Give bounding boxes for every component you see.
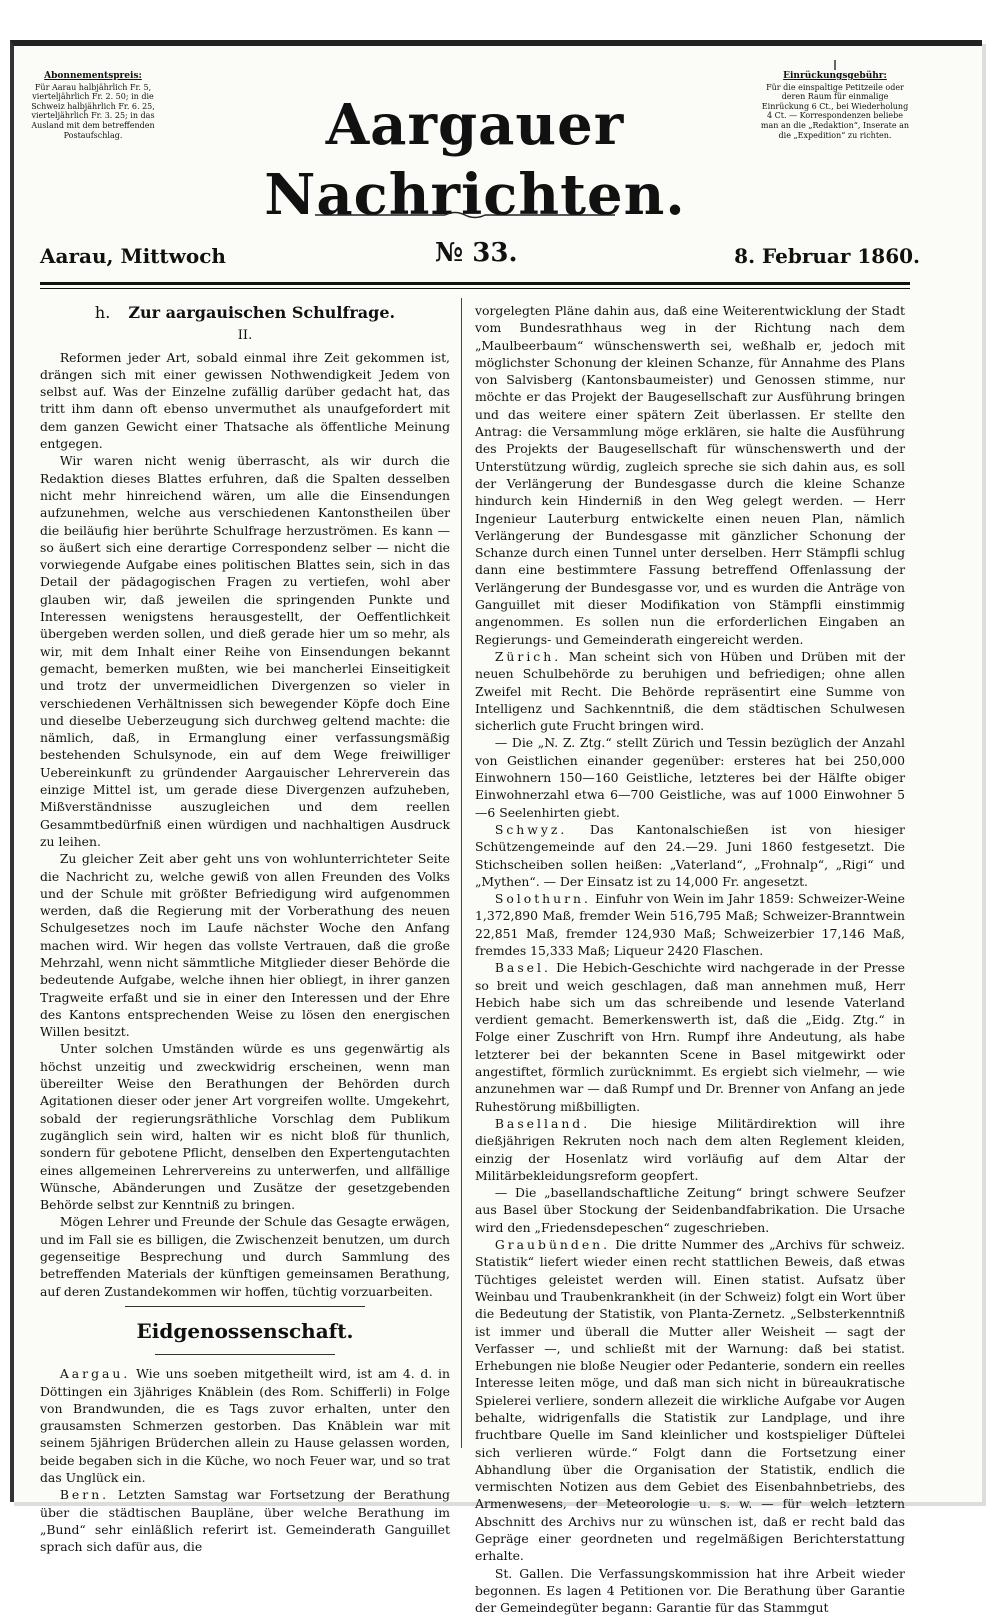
- item-text: Wie uns soeben mitgetheilt wird, ist am 4. d. in Döttingen ein 3jähriges Knäblein (des Rom. Schifferli) in Folge von Brandwunden, die es Tags zuvor erhalten, unter den grausamsten Schmerzen gestorben. Das Knäblein war mit seinem 5jährigen Brüderchen allein zu Hause gelassen worden, beide begaben sich in die Küche, wo noch Feuer war, und so trat das Unglück ein.: [40, 1366, 450, 1485]
- item-label: Aargau.: [59, 1366, 131, 1382]
- item-text: Das Kantonalschießen ist von hiesiger Schützengemeinde auf den 24.—29. Juni 1860 festgesetzt. Die Stichscheiben sollen heißen: „Vaterland“, „Frohnalp“, „Rigi“ und „Mythen“. — Der Einsatz ist zu 14,000 Fr. angesetzt.: [475, 821, 905, 889]
- news-item: [475, 1115, 905, 1184]
- item-text: Die hiesige Militärdirektion will ihre dießjährigen Rekruten noch nach dem alten Reglement kleiden, einzig der Hosenlatz wird vorläufig auf dem Altar der Militärbekleidungsreform geopfert.: [475, 1115, 905, 1183]
- item-text: Letzten Samstag war Fortsetzung der Berathung über die städtischen Baupläne, über welche Berathung im „Bund“ sehr einläßlich referirt ist. Gemeinderath Ganguillet sprach sich dafür aus, die: [40, 1487, 450, 1555]
- paragraph: Mögen Lehrer und Freunde der Schule das Gesagte erwägen, und im Fall sie es billigen, die Zwischenzeit benutzen, um durch gegenseitige Besprechung und durch Sammlung des betreffenden Materials der künftigen gemeinsamen Berathung, auf deren Zustandekommen wir hoffen, tüchtig vorzuarbeiten.: [40, 1214, 450, 1299]
- item-label: St. Gallen.: [494, 1565, 564, 1581]
- news-item: — Die „N. Z. Ztg.“ stellt Zürich und Tessin bezüglich der Anzahl von Geistlichen einander gegenüber: ersteres hat bei 250,000 Einwohnern 150—160 Geistliche, letzteres bei der Hälfte obiger Einwohnerzahl etwa 6—700 Geistliche, was auf 1000 Einwohner 5—6 Seelenhirten giebt.: [475, 735, 905, 820]
- insertion-fee-text: Für die einspaltige Petitzeile oder deren Raum für einmalige Einrückung 6 Ct., bei Wiederholung 4 Ct. — Korrespondenzen beliebe man an die „Redaktion“, Inserate an die „Expedition“ zu richten.: [760, 82, 910, 140]
- masthead-ornament: [315, 210, 615, 220]
- news-item: [475, 1236, 905, 1565]
- article-title: Zur aargauischen Schulfrage.: [128, 303, 396, 322]
- paragraph: vorgelegten Pläne dahin aus, daß eine Weiterentwicklung der Stadt vom Bundesrathhaus weg in der Richtung nach dem „Maulbeerbaum“ wünschenswerth sei, weßhalb er, jedoch mit möglichster Schonung der kleinen Schanze, für Annahme des Plans von Salvisberg (Kantonsbaumeister) und Genossen stimme, nur möchte er das Projekt der Baugesellschaft zur Ausführung bringen und das weitere einer spätern Zeit überlassen. Er stellte den Antrag: die Versammlung möge erklären, sie halte die Ausführung des Projekts der Baugesellschaft für wünschenswerth und der Unterstützung würdig, zugleich spreche sie sich dahin aus, es soll der Verlängerung der Bundesgasse durch die kleine Schanze hindurch kein Hinderniß in den Weg gelegt werden. — Herr Ingenieur Lauterburg entwickelte einen neuen Plan, nämlich Verlängerung der Bundesgasse mit gänzlicher Schonung der Schanze durch einen Tunnel unter derselben. Herr Stämpfli schlug dann eine bestimmtere Fassung betreffend Offenlassung der Verlängerung der Bundesgasse vor, und es wurden die Anträge von Ganguillet mit dieser Modifikation von Stämpfli einstimmig angenommen. Es sollen nun die erforderlichen Eingaben an Regierungs- und Gemeinderath eingereicht werden.: [475, 303, 905, 647]
- item-label: Baselland.: [494, 1115, 591, 1131]
- news-item: [475, 1565, 905, 1617]
- news-item: [40, 1486, 450, 1555]
- insertion-fee-box: [760, 72, 910, 140]
- item-label: Graubünden.: [494, 1237, 611, 1253]
- item-text: Die dritte Nummer des „Archivs für schweiz. Statistik“ liefert wieder einen recht stattlichen Beweis, daß etwas Tüchtiges geleistet werden will. Einen statist. Aufsatz über Weinbau und Traubenkrankheit (in der Schweiz) folgt ein Wort über die Bedeutung der Statistik, von Planta-Zernetz. „Selbsterkenntniß ist immer und überall die Mutter aller Weisheit — sagt der Verfasser —, und schließt mit der Warnung: daß bei statist. Erhebungen nie bloße Neugier oder Pedanterie, sondern ein reelles Interesse leiten möge, und daß man sich nicht in büreaukratische Spielerei verliere, sondern allezeit die wirkliche Aufgabe vor Augen behalte, widrigenfalls die Statistik zur Landplage, und ihre fruchtbare Quelle im Sand kleinlicher und kostspieliger Düftelei sich verlieren würde.“ Folgt dann die Fortsetzung einer Abhandlung über die Organisation der Statistik, endlich die vermischten Notizen aus dem Gebiet des Eisenbahnbetriebs, des Armenwesens, der Meteorologie u. s. w. — für welch letztern Abschnitt des Archivs nur zu wünschen ist, daß er recht bald das Gepräge einer geordneten und regelmäßigen Berichterstattung erhalte.: [475, 1237, 905, 1564]
- subscription-title: Abonnementspreis:: [44, 71, 142, 81]
- section-divider: [125, 1306, 365, 1307]
- item-text: Einfuhr von Wein im Jahr 1859: Schweizer-Weine 1,372,890 Maß, fremder Wein 516,795 Maß; Schweizer-Branntwein 22,851 Maß, fremder 124,930 Maß; Schweizerbier 17,146 Maß, fremdes 15,333 Maß; Liqueur 2420 Flaschen.: [475, 891, 905, 958]
- item-label: Zürich.: [494, 648, 562, 664]
- dateline: [40, 238, 920, 278]
- article-number: h.: [94, 303, 111, 322]
- item-text: Man scheint sich von Hüben und Drüben mit der neuen Schulbehörde zu beruhigen und befriedigen; ohne allen Zweifel mit Recht. Die Behörde repräsentirt eine Summe von Intelligenz und Sachkenntniß, die dem städtischen Schulwesen sicherlich gute Frucht bringen wird.: [475, 648, 905, 734]
- place-day: Aarau, Mittwoch: [40, 244, 226, 268]
- margin-mark: [834, 60, 836, 70]
- news-item: — Die „basellandschaftliche Zeitung“ bringt schwere Seufzer aus Basel über Stockung der Seidenbandfabrikation. Die Ursache wird den „Friedensdepeschen“ zugeschrieben.: [475, 1185, 905, 1235]
- masthead-title: Aargauer Nachrichten.: [264, 92, 686, 228]
- news-item: [475, 648, 905, 734]
- column-left: [40, 302, 450, 1555]
- news-item: [40, 1365, 450, 1486]
- paragraph: Zu gleicher Zeit aber geht uns von wohlunterrichteter Seite die Nachricht zu, welche gewiß von allen Freunden des Volks und der Schule mit größter Befriedigung wird aufgenommen werden, daß die Regierung mit der Vorberathung des neuen Schulgesetzes noch im Laufe nächster Woche den Anfang machen wird. Wir hegen das vollste Vertrauen, daß die große Mehrzahl, wenn nicht sämmtliche Mitglieder dieser Behörde die bedeutende Aufgabe, welche ihnen hier obliegt, in ihrer ganzen Tragweite erfaßt und sie in einer den Interessen und der Ehre des Kantons entsprechenden Weise zu lösen den energischen Willen besitzt.: [40, 851, 450, 1040]
- issue-date: 8. Februar 1860.: [734, 244, 920, 268]
- item-label: Bern.: [59, 1487, 110, 1503]
- subscription-text: Für Aarau halbjährlich Fr. 5, vierteljährlich Fr. 2. 50; in die Schweiz halbjährlich Fr. 6. 25, vierteljährlich Fr. 3. 25; in das Ausland mit dem betreffenden Postaufschlag.: [31, 82, 155, 140]
- article-part: II.: [237, 328, 253, 344]
- section-title: Eidgenossenschaft.: [136, 1318, 354, 1343]
- item-label: Solothurn.: [494, 891, 591, 907]
- column-right: [475, 302, 905, 1617]
- article-heading: [40, 304, 450, 321]
- news-item: [475, 890, 905, 959]
- item-text: Die Verfassungskommission hat ihre Arbeit wieder begonnen. Es lagen 4 Petitionen vor. Die Berathung über Garantie der Gemeindegüter begann: Garantie für das Stammgut: [475, 1565, 905, 1616]
- item-text: Die Hebich-Geschichte wird nachgerade in der Presse so breit und weich geschlagen, daß man annehmen muß, Herr Hebich habe sich um das schreibende und lesende Vaterland verdient gemacht. Bemerkenswerth ist, daß die „Eidg. Ztg.“ in Folge einer Zuschrift von Hrn. Rumpf ihre Andeutung, als habe letzterer bei der bekannten Scene in Basel mitgewirkt oder angestiftet, förmlich zurücknimmt. Es ergiebt sich vielmehr, — wie anzunehmen war — daß Rumpf und Dr. Brenner von Anfang an jede Ruhestörung mißbilligten.: [475, 960, 905, 1114]
- subscription-box: [28, 72, 158, 140]
- issue-number: № 33.: [435, 238, 518, 268]
- paragraph: Unter solchen Umständen würde es uns gegenwärtig als höchst unzeitig und zweckwidrig erscheinen, wenn man übereilter Weise den Berathungen der Behörden durch Agitationen dieser oder jener Art vorgreifen wollte. Umgekehrt, sobald der regierungsräthliche Vorschlag dem Publikum zugänglich sein wird, halten wir es nicht bloß für thunlich, sondern für gebotene Pflicht, denselben den Expertengutachten eines allgemeinen Lehrervereins zu unterwerfen, und allfällige Wünsche, Abänderungen und Zusätze der gesetzgebenden Behörde selbst zur Kenntniß zu bringen.: [40, 1041, 450, 1213]
- header-rule-thin: [40, 288, 910, 289]
- paragraph: Reformen jeder Art, sobald einmal ihre Zeit gekommen ist, drängen sich mit einer gewissen Nothwendigkeit Jedem von selbst auf. Was der Einzelne zufällig darüber gedacht hat, das tritt ihm dann oft ebenso unvermuthet als unaufgefordert mit dem ganzen Gewicht einer Thatsache als öffentliche Meinung entgegen.: [40, 349, 450, 452]
- news-item: [475, 821, 905, 890]
- item-label: Basel.: [494, 960, 551, 976]
- item-label: Schwyz.: [494, 821, 568, 837]
- section-underline: [155, 1354, 335, 1355]
- insertion-fee-title: Einrückungsgebühr:: [783, 71, 887, 81]
- news-item: [475, 959, 905, 1115]
- header-rule-thick: [40, 282, 910, 285]
- column-divider: [461, 298, 462, 1448]
- paragraph: Wir waren nicht wenig überrascht, als wir durch die Redaktion dieses Blattes erfuhren, daß die Spalten desselben nicht mehr hinreichend wären, um alle die Einsendungen aufzunehmen, welche aus verschiedenen Kantonstheilen über die beiläufig hier berührte Schulfrage herzuströmen. Es kann — so äußert sich eine derartige Correspondenz selber — nicht die vorwiegende Aufgabe eines politischen Blattes sein, sich in das Detail der pädagogischen Fragen zu vertiefen, wohl aber glauben wir, daß jeweilen die springenden Punkte und Interessen wenigstens herausgestellt, der Oeffentlichkeit übergeben werden sollen, und dieß gerade hier um so mehr, als wir, mit dem Inhalt einer Reihe von Einsendungen bekannt gemacht, bemerken mußten, wie bei mancherlei Einseitigkeit und trotz der unvermeidlichen Divergenzen so vieler in verschiedenen Verhältnissen sich bewegender Köpfe doch Eine und dieselbe Ueberzeugung sich durchweg geltend machte: die nämlich, daß, in Ermanglung einer verfassungsmäßig bestehenden Schulsynode, ein auf dem Wege freiwilliger Uebereinkunft zu gründender Aargauischer Lehrerverein das einzige Mittel ist, um gerade diese Divergenzen aufzuheben, Mißverständnisse auszugleichen und dem reellen Gesammtbedürfniß einen würdigen und nachhaltigen Ausdruck zu leihen.: [40, 453, 450, 849]
